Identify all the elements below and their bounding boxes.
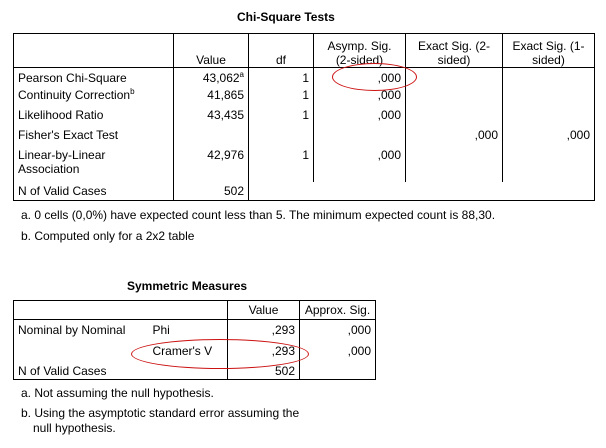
chi-header-df: df: [249, 34, 314, 68]
row-empty: [249, 182, 314, 201]
footnote-marker-a: a: [239, 70, 244, 79]
sym-n-label: N of Valid Cases: [18, 363, 107, 378]
sym-row-sig: ,000: [300, 342, 376, 364]
table-row: [14, 148, 595, 182]
sym-footnote-b: [21, 406, 299, 436]
chi-square-table: [13, 33, 595, 201]
row-empty: [314, 182, 406, 201]
table-row: [14, 108, 595, 128]
row-label: Fisher's Exact Test: [14, 128, 174, 148]
table-row: [14, 182, 595, 201]
chi-header-asymp-line1: Asymp. Sig.: [327, 39, 392, 53]
sym-row-label: Phi: [151, 320, 228, 342]
row-label: Continuity Correction$^b$: [14, 88, 174, 108]
table-row: [14, 320, 376, 342]
sym-n-blank: [151, 364, 228, 380]
row-asymp: ,000: [314, 148, 406, 182]
chi-header-row: [14, 34, 595, 68]
table-row: [14, 88, 595, 108]
row-exact1: [503, 88, 595, 108]
row-exact2: ,000: [406, 128, 503, 148]
row-value: 43,435: [174, 108, 249, 128]
sym-row-label: Cramer's V: [151, 342, 228, 364]
row-label: Linear-by-Linear Association: [14, 148, 174, 182]
row-exact2: [406, 148, 503, 182]
sym-footnote-a: a. Not assuming the null hypothesis.: [21, 386, 214, 400]
chi-header-exact2-line1: Exact Sig. (2-: [417, 39, 491, 53]
row-exact2: [406, 88, 503, 108]
chi-square-title: Chi-Square Tests: [237, 10, 335, 24]
table-row: [14, 342, 376, 364]
row-df: 1: [249, 108, 314, 128]
chi-footnote-b: b. Computed only for a 2x2 table: [21, 229, 195, 243]
chi-header-exact1-line2: sided): [532, 53, 565, 67]
sym-footnote-b-line1: b. Using the asymptotic standard error assuming the: [21, 406, 300, 420]
row-label: N of Valid Cases: [14, 182, 174, 201]
sym-header-blank: [14, 301, 151, 320]
chi-header-value: Value: [174, 34, 249, 68]
table-row: [14, 68, 595, 88]
table-row: [14, 364, 376, 380]
sym-row-sig: ,000: [300, 320, 376, 342]
chi-header-exact2: [406, 34, 503, 68]
row-asymp: [314, 128, 406, 148]
sym-group-label-empty: [14, 342, 151, 364]
sym-n-value: 502: [228, 364, 300, 380]
chi-header-exact1-line1: Exact Sig. (1-: [512, 39, 585, 53]
row-exact1: [503, 148, 595, 182]
row-empty: [503, 182, 595, 201]
row-value: 42,976: [174, 148, 249, 182]
chi-header-asymp-line2: (2-sided): [335, 53, 384, 67]
chi-footnote-a: a. 0 cells (0,0%) have expected count less than 5. The minimum expected count is 88,30.: [21, 208, 496, 222]
sym-group-label: Nominal by Nominal: [18, 323, 126, 337]
symmetric-table: [13, 300, 376, 380]
table-row: [14, 128, 595, 148]
sym-n-empty: [300, 364, 376, 380]
chi-header-exact2-line2: sided): [437, 53, 471, 67]
sym-row-value: ,293: [228, 342, 300, 364]
footnote-marker-b: b: [130, 87, 135, 96]
row-label: Likelihood Ratio: [14, 108, 174, 128]
sym-header-row: [14, 301, 376, 320]
chi-header-blank: [14, 34, 174, 68]
row-exact1: [503, 108, 595, 128]
row-df: 1: [249, 148, 314, 182]
row-asymp: ,000: [314, 108, 406, 128]
row-value: [174, 128, 249, 148]
row-empty: [406, 182, 503, 201]
row-exact2: [406, 68, 503, 88]
row-df: [249, 128, 314, 148]
symmetric-title: Symmetric Measures: [127, 279, 248, 293]
row-asymp: ,000: [314, 68, 406, 88]
chi-header-exact1: [503, 34, 595, 68]
sym-row-value: ,293: [228, 320, 300, 342]
row-value: 41,865: [174, 88, 249, 108]
sym-header-value: Value: [228, 301, 300, 320]
row-asymp: ,000: [314, 88, 406, 108]
sym-header-sig: Approx. Sig.: [300, 301, 376, 320]
row-exact2: [406, 108, 503, 128]
row-df: 1: [249, 88, 314, 108]
row-df: 1: [249, 68, 314, 88]
row-label: Pearson Chi-Square: [14, 68, 174, 88]
row-exact1: ,000: [566, 127, 590, 142]
sym-footnote-b-line2: null hypothesis.: [33, 421, 116, 435]
row-value: 502: [174, 182, 249, 201]
sym-header-blank: [151, 301, 228, 320]
row-exact1: [503, 68, 595, 88]
chi-header-asymp: [314, 34, 406, 68]
row-value: 43,062$^a$: [174, 68, 249, 88]
